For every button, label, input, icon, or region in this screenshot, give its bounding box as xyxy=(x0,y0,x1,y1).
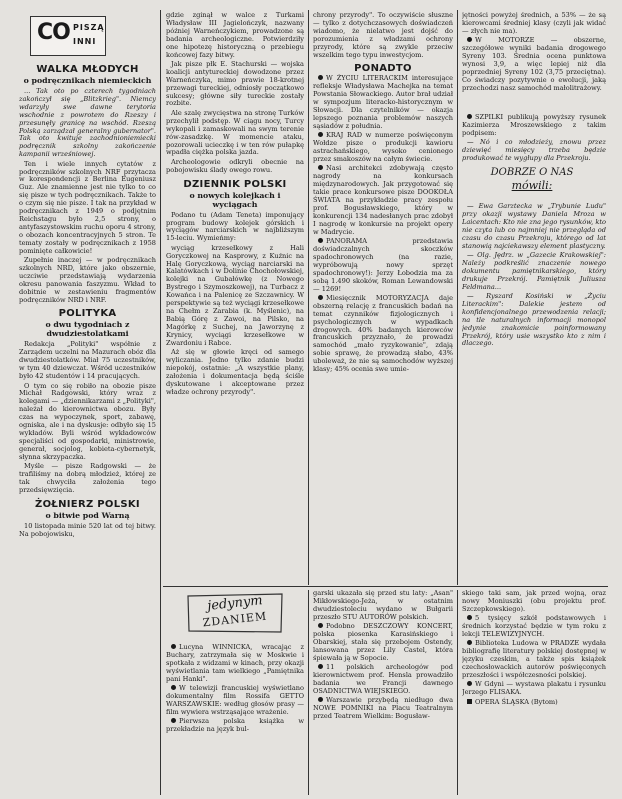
zdaniem-item: Biblioteka Ludowa w PRADZE wydała bibliografię literatury polskiej dostępnej w języku czeskim, a także spis książek czechosłowackich autorów poświęconych przeszłości i współczesności polskiej. xyxy=(462,639,606,680)
dziennik-subheading: o nowych kolejkach i wyciągach xyxy=(189,190,281,209)
bullet-icon xyxy=(171,644,176,649)
zdaniem-item: W telewizji francuskiej wyświetlano dokumentalny film Rossifa GETTO WARSZAWSKIE: według głosów prasy — film wywiera wstrząsające wrażenie. xyxy=(166,684,304,716)
logo-small-text-2: INNI xyxy=(73,37,97,46)
bullet-icon xyxy=(467,37,472,42)
column-logo xyxy=(30,16,106,56)
zolnierz-subheading: o bitwie pod Warną xyxy=(45,510,130,520)
polityka-paragraph: O tym co się robiło na obozie pisze Michał Radgowski, który wraz z kolegami — „dziennikarzami z „Polityki", należał do kierownictwa obozu. Były czas na wypoczynek, sport, zabawę, ogniska, ale i na dyskusje: odbyło się 15 wykładów. Byli wśród wykładowców specjaliści od gospodarki, ministrowie, generał, socjolog, kobieta-cybernetyk, słynna skrzypaczka. xyxy=(19,381,156,461)
jedynym-line-1: jedynym xyxy=(206,593,264,614)
zdaniem-item: Pierwsza polska książka w przekładzie na język bul- xyxy=(166,717,304,734)
polityka-subheading: o dwu tygodniach z dwudziestolatkami xyxy=(45,320,130,339)
column-2 xyxy=(166,12,304,582)
column-divider xyxy=(457,590,458,795)
zdaniem-item: Warszawie przybędą niedługo dwa NOWE POMNIKI na Placu Teatralnym przed Teatrem Wielkim: Bogusław- xyxy=(313,696,453,721)
motor-item: W MOTORZE — obszerne, szczegółowe wyniki badania drogowego Syreny 103. Średnia ocena punktowa wynosi 3,9, a więc lepiej niż dla poprzedniej Syreny 102 (3,75 przeciętna). Co świadczy pozytywnie o ewolucji, jaką przechodzi nasz samochód małolitrażowy. xyxy=(462,36,606,92)
bullet-icon xyxy=(467,615,472,620)
square-bullet-icon xyxy=(467,699,472,704)
walka-paragraph: Ten i wiele innych cytatów z podręczników szkolnych NRF przytacza w korespondencji z Berlina Eugeniusz Guz. Ale znamienne jest nie tylko to co się pisze w tych podręcznikach. Także to o czym się nie pisze. I tak na przykład w podręcznikach z 1949 o podjętnim Reichstagu było 2,5 strony, o antyfaszystowskim ruchu oporu 4 strony, o obozach koncentracyjnych 5 stron. Te tematy zostały w podręcznikach z 1958 pominięte całkowicie! xyxy=(19,159,156,255)
bullet-icon xyxy=(318,238,323,243)
bullet-icon xyxy=(467,640,472,645)
polityka-paragraph: Redakcja „Polityki" współnie z Zarządem uczelni na Mazurach obóz dla dwudziestolatków. Miał 75 uczestników, w tym 40 dziewczat. Wśród uczestników było 42 studentów i 14 pracujących. xyxy=(19,340,156,381)
bullet-icon xyxy=(171,685,176,690)
zdaniem-item: skiego taki sam, jak przed wojną, oraz nowy Moniuszki (obu projektu prof. Szczepkowskiego). xyxy=(462,590,606,613)
column-divider xyxy=(308,10,309,585)
bullet-icon xyxy=(467,681,472,686)
zdaniem-item: OPERA ŚLĄSKA (Bytom) xyxy=(475,697,558,706)
stamp-line-2: mówili: xyxy=(511,179,553,192)
bitwa-paragraph: Ale szalę zwycięstwa na stronę Turków przechylił podstęp. W ciągu nocy, Turcy wykopali i zamaskowali na swym terenie rów-zasadzkę. W momencie ataku, pozorowali ucieczkę i w ten rów pułapkę wpadła ciężka polska jazda. xyxy=(166,108,304,157)
jedynym-line-2: ZDANIEM xyxy=(202,609,268,630)
bottom-column-4 xyxy=(462,590,606,795)
zdaniem-item: 11 polskich archeologów pod kierownictwem prof. Hensla prowadziło badania we Francji dawnego OSADNICTWA WIEJSKIEGO. xyxy=(313,663,453,695)
column-divider xyxy=(160,10,161,795)
bullet-icon xyxy=(171,718,176,723)
ponadto-item: Nasi architekci zdobywają często nagrody na konkursach międzynarodowych. Jak przygotować się takie prace konkursowe pisze DOOKOŁA ŚWIATA na przykładzie pracy zespołu prof. Bogusławskiego, który w konkurencji 134 nadesłanych prac zdobył I nagrodę w konkursie na projekt opery w Madrycie. xyxy=(313,164,453,236)
zdaniem-item: Podobno DESZCZOWY KONCERT, polska piosenka Karasińskiego i Obarskiej, stała się przebojem Ostendy, lansowana przez Lily Castel, która śpiewała ją w Sopocie. xyxy=(313,622,453,662)
logo-small-text-1: PISZĄ xyxy=(73,23,105,32)
bullet-icon xyxy=(318,295,323,300)
bitwa-paragraph: Archeologowie odkryli obecnie na pobojowisku ślady owego rowu. xyxy=(166,157,304,174)
dziennik-paragraph: Aż się w głowie kręci od samego wyliczania. Jedno tylko zdanie budzi niepokój, ostatnie: „A wszystkie plany, założenia i dokumentacja będą ściśle dyskutowane i akceptowane przez władze ochrony przyrody". xyxy=(166,348,304,396)
ponadto-item: PANORAMA przedstawia doświadczalnych skoczków spadochronowych (na razie, wypróbowują nowy sprzęt spadochronowy!): Jerzy Łobodzia ma za sobą 1.490 skoków, Roman Lewandowski — 1269! xyxy=(313,237,453,293)
walka-heading: WALKA MŁODYCH xyxy=(36,64,139,75)
ponadto-item: W ŻYCIU LITERACKIM interesujące refleksje Władysława Machejka na temat Powstania Słowackiego. Autor brał udział w sympozjum literacko-historycznym w Słowacji. Dla czytelników — okazja lepszego poznania problemów naszych sąsiadów z południa. xyxy=(313,74,453,130)
walka-paragraph: Zupełnie inaczej — w podręcznikach szkolnych NRD, które jako obszernie, uczciwie przedstawiają wydarzenia okresu panowania faszyzmu. Wkład to dobitnie w zestawieniu fragmentów podręczników NRD i NRF. xyxy=(19,256,156,304)
zolnierz-paragraph: 10 listopada minie 520 lat od tej bitwy. Na pobojowisku, xyxy=(19,521,156,538)
jedynym-zdaniem-box xyxy=(186,592,284,634)
bullet-icon xyxy=(467,114,472,119)
cartoon-placeholder xyxy=(462,94,606,114)
dziennik-paragraph: wyciąg krzesełkowy z Hali Goryczkowej na Kasprowy, z Kuźnic na Halę Goryczkową, wyciąg narciarski na Kalatówkach i w Dolinie Chochołowskiej, kolejki na Gubałówkę (z Nowego Bystrego i Szymoszkowej), na Turbacz z Kowańca i na Palenicę ze Szczawnicy. W perspektywie są też wyciągi krzesełkowe na Chełm z Zarabia (k. Myślenic), na Babią Górę z Zawoi, na Pilsko, na Magórkę z Suchej, na Jaworzynę z Krynicy, wyciągi krzesełkowe w Zwardoniu i Rabce. xyxy=(166,243,304,347)
ponadto-heading: PONADTO xyxy=(354,63,412,75)
bullet-icon xyxy=(318,75,323,80)
dziennik-heading: DZIENNIK POLSKI xyxy=(183,178,287,190)
zolnierz-heading: ŻOŁNIERZ POLSKI xyxy=(35,498,140,510)
column-4 xyxy=(462,12,606,582)
bottom-column-3 xyxy=(313,590,453,795)
zdaniem-item: garski ukazała się przed stu laty: „Asan" Mikłowskiego-Jeża, w ostatnim dwudziestoleciu wydano w Bułgarii przeszło STU AUTORÓW polskich. xyxy=(313,590,453,621)
szpilki-item: SZPILKI publikują powyższy rysunek Kazimierza Mroszewskiego z takim podpisem: xyxy=(462,113,606,137)
section-divider xyxy=(163,586,608,587)
bullet-icon xyxy=(318,165,323,170)
bullet-icon xyxy=(318,623,323,628)
bullet-icon xyxy=(318,132,323,137)
zdaniem-item: W Gdyni — wystawa plakatu i rysunku Jerzego FLISAKA. xyxy=(462,680,606,697)
opinion-paragraph: — Ewa Garztecka w „Trybunie Ludu" przy okazji wystawy Daniela Mroza w Laicentach: Kto nie zna jego rysunków, kto nie czyta lub co najmniej nie przegląda od czasu do czasu Przekroju, którego od lat stanowią najciekawszy element plastyczny. xyxy=(462,202,606,250)
polityka-heading: POLITYKA xyxy=(58,308,117,320)
opinion-paragraph: — Ryszard Kosiński w „Życiu Literackim": Dalekie jestem od konfidencjonalnego przewodzenia relacji; na tle naturalnych informacji monopol jedynie znakomicie poinformowany Przekrój, który usie wszystko kto z nim i dlaczego. xyxy=(462,291,606,348)
ochrona-paragraph: chrony przyrody". To oczywiście słuszne — tylko z dotychczasowych doświadczeń wiadomo, że nielatwo jest dojść do porozumienia z władzami ochrony przyrody, które są zwykle przeciw wszelkim tego typu inwestycjom. xyxy=(313,12,453,59)
column-1 xyxy=(19,60,156,795)
ponadto-item: Miesięcznik MOTORYZACJA daje obszerną relację z francuskich badań na temat czynników fizjologicznych i psychologicznych w wypadkach drogowych. 40% badanych kierowców francuskich przyznało, że prowadzi samochód „mało ryzykowanie", zdają sobie sprawę, że prowadzą słabo, 43% uboleważ, że nie są samochodów wyższej klasy; 45% ocenia swe umie- xyxy=(313,293,453,374)
walka-subheading: o podręcznikach niemieckich xyxy=(23,76,152,85)
bullet-icon xyxy=(318,664,323,669)
stamp-line-1: DOBRZE O NAS xyxy=(490,167,574,178)
bitwa-paragraph: gdzie zginął w walce z Turkami Władysław III Jagielończyk, nazwany później Warneńczykiem, prowadzone są badania archeologiczne. Potwierdziły one hipotezę historyczną o przebiegu końcowej fazy bitwy. xyxy=(166,12,304,59)
bitwa-paragraph: Jak pisze płk E. Stachurski — wojska koalicji antytureckiej dowodzone przez Warneńczyka, mimo prawie 18-krotnej przewagi tureckiej, odniosły początkowo sukcesy; główne siły tureckie zostały rozbite. xyxy=(166,59,304,108)
logo-big-text: CO xyxy=(37,20,70,45)
zdaniem-item: Lucyna WINNICKA, wracając z Buchary, zatrzymała się w Moskwie i spotkała z widzami w kinach, przy okazji wyświetlania tam wielkiego „Pamiętnika pani Hanki". xyxy=(166,644,304,683)
column-3 xyxy=(313,12,453,582)
opinion-paragraph: — Olg. Jędrz. w „Gazecie Krakowskiej": Należy podkreślić znaczenie nowego dokumentu pamiętnikarskiego, który drukuje Przekrój. Pamiętnik Juliusza Feldmana... xyxy=(462,250,606,291)
ponadto-item: KRAJ RAD w numerze poświęconym Wołdze pisze o produkcji kawioru astrachańskiego, wysoko cenionego przez smakoszów na całym świecie. xyxy=(313,131,453,163)
kierowcy-paragraph: jętności powyżej średnich, a 53% — że są kierowcami średniej klasy (czyli jak widać — złych nie ma). xyxy=(462,12,606,35)
polityka-paragraph: Myśle — pisze Radgowski — że trafiliśmy na dobrą młodzież, której ze tak chwyciła założenia tego przedsięwzięcia. xyxy=(19,462,156,494)
dobrze-o-nas-stamp xyxy=(478,167,586,199)
column-divider xyxy=(457,10,458,585)
szpilki-quote: — Nó i co młodzieży, znowu przez dziewięć miesięcy trzeba będzie produkować te wygłupy dla Przekroju. xyxy=(462,138,606,163)
walka-paragraph: ... Tak oto po czterech tygodniach zakończył się „Blitzkrieg". Niemcy wdarzyły swe dawne terytoria wschodnie z powrotem do Rzeszy i przesunęły granicę na wschód. Rzeszą Polską zarządzał generalny gubernator". Tak oto kwituje zachodnioniemiecki podręcznik szkolny zakończenie kampanii wrześniowej. xyxy=(19,87,156,159)
bottom-column-2 xyxy=(166,644,304,794)
dziennik-paragraph: Podano tu (Adam Teneta) imponujący program budowy kolejek górskich i wyciągów narciarskich w najbliższym 15-leciu. Wymieńmy: xyxy=(166,210,304,243)
column-divider xyxy=(308,590,309,795)
zdaniem-item: 5 tysięcy szkół podstawowych i średnich korzystać będzie w tym roku z lekcji TELEWIZYJNYCH. xyxy=(462,614,606,639)
bullet-icon xyxy=(318,697,323,702)
